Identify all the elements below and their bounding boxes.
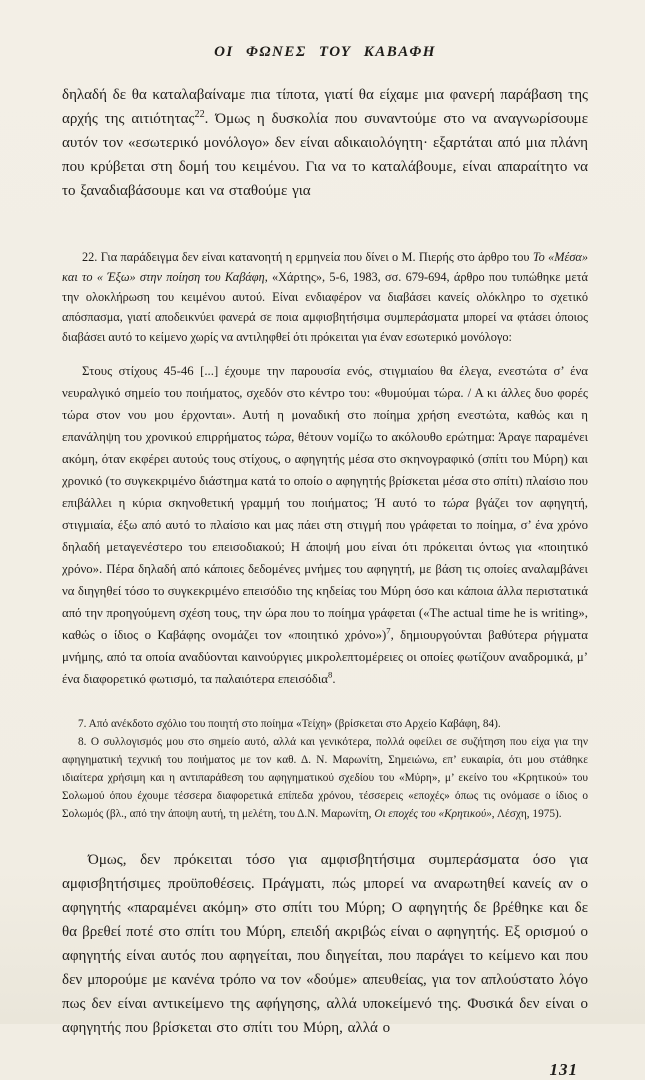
running-head-title: ΟΙ ΦΩΝΕΣ ΤΟΥ ΚΑΒΑΦΗ	[214, 44, 436, 60]
nested-footnotes	[62, 715, 588, 823]
main-paragraph: δηλαδή δε θα καταλαβαίναμε πια τίποτα, γιατί θα είχαμε μια φανερή παράβαση της αρχής της αιτιότητας$^{22}$. Όμως η δυσκολία που συναντούμε στο να αναγνωρίσουμε αυτόν τον «εσωτερικό μονόλογο» δεν είναι αδικαιολόγητη· εξαρτάται από μια πλάνη που κρύβεται στη δομή του κειμένου. Για να το καταλάβουμε, είναι απαραίτητο να το ξαναδιαβάσουμε και να σταθούμε για	[62, 87, 588, 199]
footnote-block	[62, 247, 588, 823]
footnote-8: 8. Ο συλλογισμός μου στο σημείο αυτό, αλλά και γενικότερα, πολλά οφείλει σε συζήτηση που είχα για την αφηγηματική τεχνική του ποιήματος με τον καθ. Δ. Ν. Μαρωνίτη, Σημειώνω, επ’ ευκαιρία, ότι μου στάθηκε ιδιαίτερα χρήσιμη και η αντιπαράθεση του αφηγηματικού σχεδίου του «Μύρη», μ’ εκείνο του «Κρητικού» του Σολωμού όπου έχουμε τέσσερα διαφορετικά επίπεδα χρόνου, τέσσερεις «εποχές» όπως τις ονόμασε ο ίδιος ο Σολωμός (βλ., από την άποψη αυτή, τη μελέτη, του Δ.Ν. Μαρωνίτη, Οι εποχές του «Κρητικού», Λέσχη, 1975).	[62, 736, 588, 820]
closing-paragraph: Όμως, δεν πρόκειται τόσο για αμφισβητήσιμα συμπεράσματα όσο για αμφισβητήσιμες προϋποθέσεις. Πράγματι, πώς μπορεί να αναρωτηθεί κανείς αν ο αφηγητής «παραμένει ακόμη» στο σπίτι του Μύρη; Ο αφηγητής δε βρέθηκε και δε θα βρεθεί ποτέ στο σπίτι του Μύρη, επειδή ακριβώς είναι ο αφηγητής. Εξ ορισμού ο αφηγητής είναι αυτός που αφηγείται, που διηγείται, που παράγει το κείμενο και που δεν μπορούμε με κανένα τρόπο να τον «δούμε» απευθείας, για τον απλούστατο λόγο πως δεν είναι αντικείμενο της αφήγησης, αλλά υποκείμενό της. Φυσικά δεν είναι ο αφηγητής που βρίσκεται στο σπίτι του Μύρη, αλλά ο	[62, 852, 588, 1036]
page-number: 131	[549, 1060, 578, 1079]
quoted-excerpt: Στους στίχους 45-46 [...] έχουμε την παρουσία ενός, στιγμιαίου θα έλεγα, ενεστώτα σ’ ένα νευραλγικό σημείο του ποιήματος, σχεδόν στο κέντρο του: «θυμούμαι τώρα. / Α κι άλλες δυο φορές τώρα στον νου μου έρχονται». Αυτή η μοναδική στο ποίημα χρήση ενεστώτα, καθώς και η επανάληψη του χρονικού επιρρήματος τώρα, θέτουν νομίζω το ακόλουθο ερώτημα: Άραγε παραμένει ακόμη, όταν εκφέρει αυτούς τους στίχους, ο αφηγητής μέσα στο σκηνογραφικό (σπίτι του Μύρη) και χρονικό (το συγκεκριμένο διάστημα κατά το οποίο ο αφηγητής βρίσκεται μέσα στο σπίτι) πλαίσιο που επιβάλλει η κύρια σκηνοθετική γραμμή του ποιήματος; Ή αυτό το τώρα βγάζει τον αφηγητή, στιγμιαία, έξω από αυτό το πλαίσιο και μας πάει στη στιγμή που γράφεται το ποίημα, σ’ ένα χρόνο δηλαδή μεταγενέστερο του επεισοδιακού; Η άποψή μου είναι ότι πρόκειται όντως για «ποιητικό χρόνο». Πέρα δηλαδή από κάποιες δεδομένες μνήμες του αφηγητή, με βάση τις οποίες αναλαμβάνει να διηγηθεί τόσο το συγκεκριμένο επεισόδιο της κηδείας του Μύρη όσο και κάποια άλλα περιστατικά από την προηγούμενη σχέση τους, την ώρα που το ποίημα γράφεται («The actual time he is writing», καθώς ο ίδιος ο Καβάφης ονομάζει τον «ποιητικό χρόνο»)$^7$, δημιουργούνται βαθύτερα ρήγματα μνήμης, από τα οποία αναδύονται καινούργιες μικρολεπτομέρειες οι οποίες φωτίζουν αναδρομικά, μ’ ένα διαφορετικό φωτισμό, τα παλαιότερα επεισόδια$^8$.	[62, 364, 589, 686]
footnote-22: 22. Για παράδειγμα δεν είναι κατανοητή η ερμηνεία που δίνει ο Μ. Πιερής στο άρθρο του Το «Μέσα» και το « Έξω» στην ποίηση του Καβάφη, «Χάρτης», 5-6, 1983, σσ. 679-694, άρθρο που τυπώθηκε μετά την ολοκλήρωση του κειμένου αυτού. Είναι ενδιαφέρον να διαβάσει κανείς ολόκληρο το σχετικό απόσπασμα, γιατί αποδεικνύει φανερά σε ποια αμφισβητήσιμα συμπεράσματα μπορεί να φτάσει όποιος διαβάσει αυτό το κείμενο χωρίς να αντιληφθεί ότι πρόκειται για έναν εσωτερικό μονόλογο:	[62, 250, 588, 344]
footnote-7: 7. Από ανέκδοτο σχόλιο του ποιητή στο ποίημα «Τείχη» (βρίσκεται στο Αρχείο Καβάφη, 84).	[78, 718, 501, 730]
